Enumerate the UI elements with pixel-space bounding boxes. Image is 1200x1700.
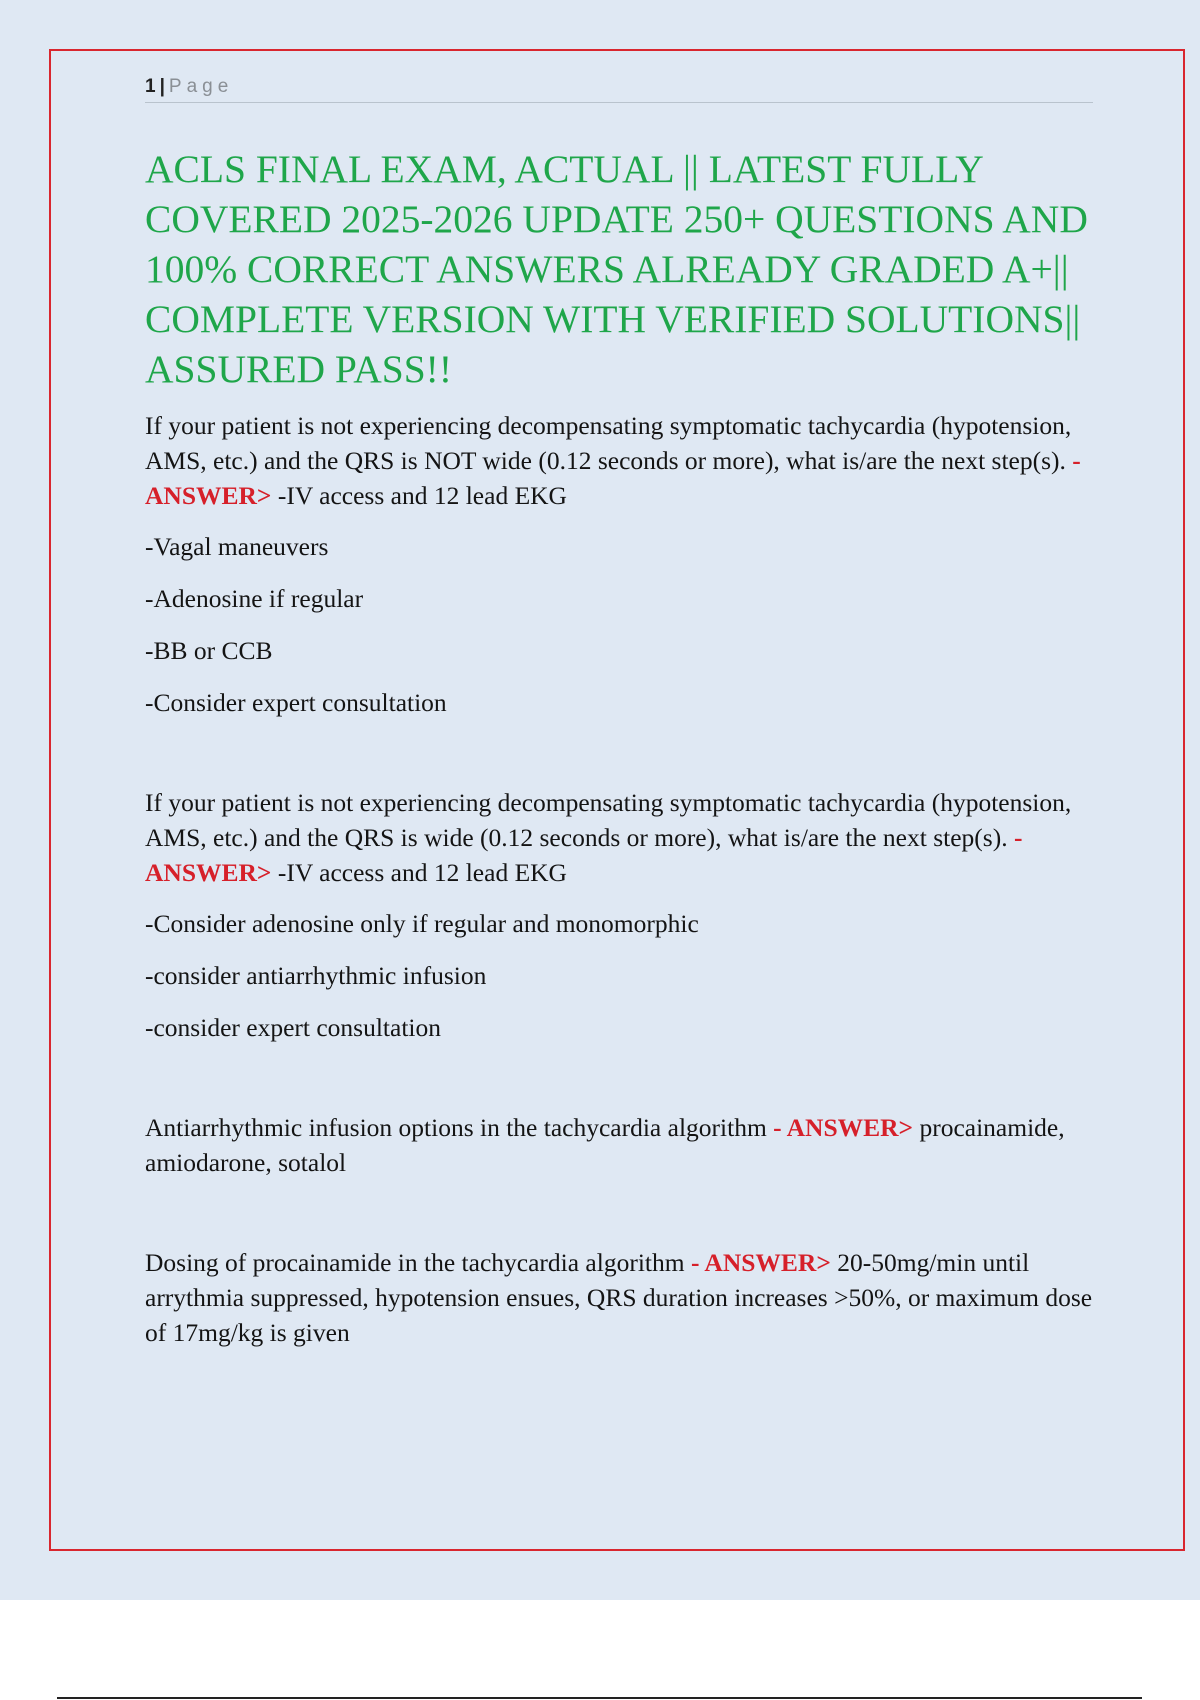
answer-text: -IV access and 12 lead EKG	[277, 858, 567, 887]
answer-line: -consider expert consultation	[145, 1013, 441, 1042]
answer-marker: - ANSWER>	[145, 446, 1081, 510]
answer-line: -Consider expert consultation	[145, 688, 447, 717]
page-label: Page	[168, 76, 234, 97]
answer-marker: - ANSWER>	[145, 823, 1023, 887]
answer-line: -Consider adenosine only if regular and monomorphic	[145, 909, 699, 938]
qa-paragraph	[145, 1110, 1095, 1180]
next-page-rule	[57, 1697, 1142, 1699]
qa-content	[145, 408, 1095, 1350]
header-separator: |	[159, 76, 165, 97]
answer-line: -consider antiarrhythmic infusion	[145, 961, 487, 990]
answer-marker: - ANSWER>	[773, 1113, 914, 1142]
answer-text: procainamide, amiodarone, sotalol	[145, 1113, 1065, 1177]
qa-paragraph	[145, 408, 1095, 513]
qa-paragraph	[145, 1245, 1095, 1350]
answer-line: -BB or CCB	[145, 636, 273, 665]
answer-line: -Adenosine if regular	[145, 584, 364, 613]
question-text: Dosing of procainamide in the tachycardia algorithm	[145, 1248, 685, 1277]
answer-marker: - ANSWER>	[690, 1248, 831, 1277]
page-number: 1	[145, 76, 156, 97]
answer-line: -Vagal maneuvers	[145, 532, 329, 561]
question-text: If your patient is not experiencing decompensating symptomatic tachycardia (hypotension, AMS, etc.) and the QRS is wide (0.12 seconds or more), what is/are the next step(s).	[145, 788, 1072, 852]
question-text: If your patient is not experiencing decompensating symptomatic tachycardia (hypotension, AMS, etc.) and the QRS is NOT wide (0.12 seconds or more), what is/are the next step(s).	[145, 411, 1072, 475]
question-text: Antiarrhythmic infusion options in the tachycardia algorithm	[145, 1113, 767, 1142]
answer-text: -IV access and 12 lead EKG	[277, 481, 567, 510]
document-title: ACLS FINAL EXAM, ACTUAL || LATEST FULLY COVERED 2025-2026 UPDATE 250+ QUESTIONS AND 100% CORRECT ANSWERS ALREADY GRADED A+|| COMPLETE VERSION WITH VERIFIED SOLUTIONS|| ASSURED PASS!!	[145, 147, 1088, 391]
answer-text: 20-50mg/min until arrythmia suppressed, hypotension ensues, QRS duration increases >50%, or maximum dose of 17mg/kg is given	[145, 1248, 1093, 1347]
qa-paragraph	[145, 785, 1095, 890]
page-header	[145, 74, 1093, 103]
